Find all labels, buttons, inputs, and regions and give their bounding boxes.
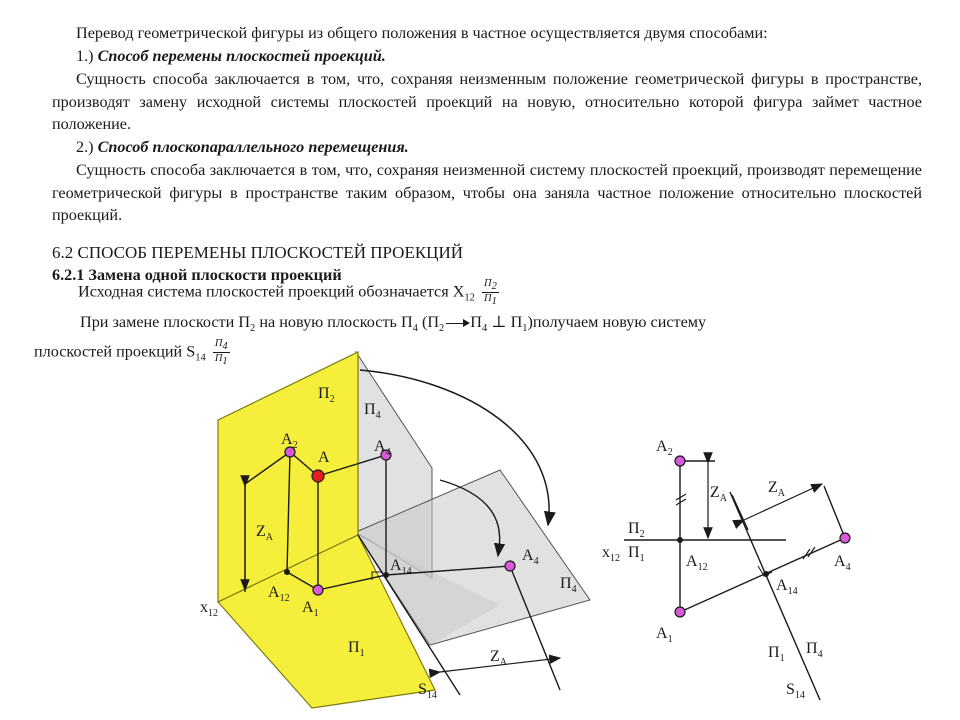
label-a4-epure: $A_4$ (834, 553, 851, 573)
new-system-line: плоскостей проекций $S_{14}$ $\frac{П_4}{П_1}$ (34, 338, 228, 368)
point-a4-rotated (505, 561, 515, 571)
label-s14: $S_{14}$ (418, 681, 437, 701)
right-epure-diagram (600, 430, 900, 715)
original-system-line: Исходная система плоскостей проекций обозначается $X_{12}$ $\frac{П_2}{П_1}$ (78, 278, 497, 308)
label-p1: $П_1$ (348, 639, 365, 659)
intro-paragraph: Перевод геометрической фигуры из общего положения в частное осуществляется двумя способами: (76, 24, 768, 42)
section-title: 6.2 СПОСОБ ПЕРЕМЕНЫ ПЛОСКОСТЕЙ ПРОЕКЦИЙ (52, 243, 464, 262)
label-x12: $x_{12}$ (200, 599, 218, 619)
za-extension-1 (732, 495, 748, 530)
label-a1: $A_1$ (302, 599, 319, 619)
point-a2-epure (675, 456, 685, 466)
label-p2-epure: $П_2$ (628, 520, 645, 540)
fraction-p4-p1: $\frac{П_4}{П_1}$ (214, 338, 228, 368)
axis-s14 (730, 492, 820, 700)
label-za-bottom: $Z_A$ (490, 648, 508, 668)
label-s14-epure: $S_{14}$ (786, 681, 805, 701)
point-a (312, 470, 324, 482)
label-a12-epure: $A_{12}$ (686, 553, 708, 573)
link-a1-a4 (680, 538, 845, 612)
label-a2-epure: $A_2$ (656, 438, 673, 458)
fraction-p2-p1: $\frac{П_2}{П_1}$ (483, 278, 497, 308)
label-x12-epure: $x_{12}$ (602, 544, 620, 564)
label-a14-epure: $A_{14}$ (776, 577, 798, 597)
label-za-epure-2: $Z_A$ (768, 479, 786, 499)
label-p1-epure: $П_1$ (628, 544, 645, 564)
label-a2: $A_2$ (281, 431, 298, 451)
method-2-description: Сущность способа заключается в том, что, сохраняя неизменной систему плоскостей проекций, производят перемещение геометрической фигуры в пространстве таким образом, чтобы она заняла частное положение относительно плоскостей проекций. (52, 161, 922, 225)
perpendicular-icon: ⊥ (491, 313, 507, 331)
section-subtitle: 6.2.1 Замена одной плоскости проекций (52, 266, 342, 284)
point-a14 (383, 572, 389, 578)
replacement-line: При замене плоскости $П_2$ на новую плоскость $П_4$ ($П_2$ $П_4$ ⊥ $П_1)получаем$ новую систему (80, 313, 707, 335)
label-p4-epure: $П_4$ (806, 640, 823, 660)
label-a12: $A_{12}$ (268, 584, 290, 604)
label-a4-rotated: $A_4$ (522, 547, 539, 567)
point-a14-epure (763, 571, 769, 577)
label-p1-epure-bottom: $П_1$ (768, 644, 785, 664)
label-a4: $A_4$ (374, 438, 391, 458)
label-a: A (318, 449, 330, 466)
label-za-left: $Z_A$ (256, 523, 274, 543)
method-1-description: Сущность способа заключается в том, что, сохраняя неизменным положение геометрической фигуры в пространстве, производят замену исходной системы плоскостей проекций на новую, относительно которой фигура займет частное положение. (52, 70, 922, 134)
point-a1 (313, 585, 323, 595)
point-a1-epure (675, 607, 685, 617)
label-p4-rotated: $П_4$ (560, 575, 577, 595)
label-a1-epure: $A_1$ (656, 625, 673, 645)
method-2-heading: 2.) Способ плоскопараллельного перемещения. (76, 138, 409, 156)
za-extension-2 (824, 486, 845, 538)
arrow-right-icon (446, 323, 468, 324)
left-spatial-diagram (0, 340, 620, 720)
label-p4: $П_4$ (364, 401, 381, 421)
point-a12-epure (677, 537, 683, 543)
label-za-epure-1: $Z_A$ (710, 484, 728, 504)
point-a4-epure (840, 533, 850, 543)
method-1-heading: 1.) Способ перемены плоскостей проекций. (76, 47, 386, 65)
label-a14: $A_{14}$ (390, 557, 412, 577)
point-a12 (284, 569, 290, 575)
label-p2: $П_2$ (318, 385, 335, 405)
